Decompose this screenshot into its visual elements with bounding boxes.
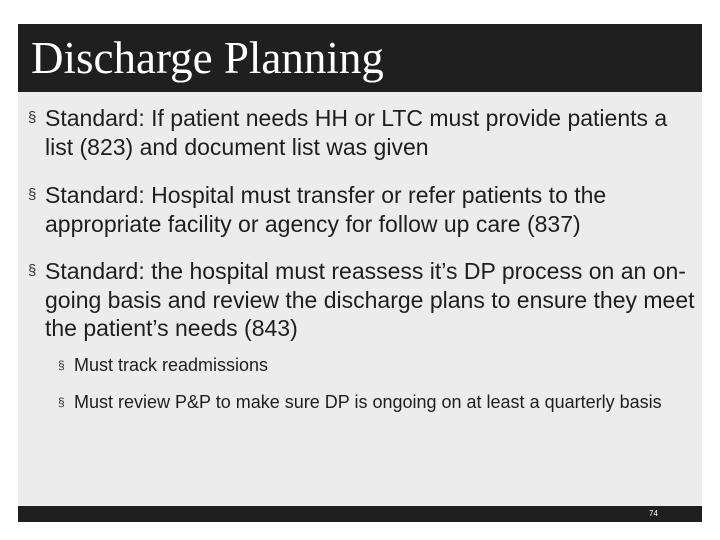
sub-bullet-item	[18, 390, 702, 415]
sub-bullet-item	[18, 353, 702, 378]
page-number: 74	[649, 509, 658, 518]
bullet-text: Standard: If patient needs HH or LTC must provide patients a list (823) and document list was given	[45, 105, 668, 160]
bullet-marker-icon: §	[28, 186, 37, 203]
bullet-item	[18, 257, 702, 343]
sub-bullet-text: Must review P&P to make sure DP is ongoing on at least a quarterly basis	[74, 391, 662, 412]
bullet-item	[18, 104, 702, 161]
bullet-marker-icon: §	[28, 262, 37, 279]
footer-bar	[18, 506, 702, 522]
sub-bullet-marker-icon: §	[58, 357, 65, 372]
bullet-item	[18, 181, 702, 238]
bullet-marker-icon: §	[28, 109, 37, 126]
title-bar	[18, 24, 702, 92]
sub-bullet-text: Must track readmissions	[74, 354, 269, 375]
slide-title: Discharge Planning	[31, 33, 384, 83]
slide-content	[18, 104, 702, 415]
bullet-text: Standard: Hospital must transfer or refer patients to the appropriate facility or agency for follow up care (837)	[45, 182, 607, 237]
bullet-text: Standard: the hospital must reassess it’s DP process on an on-going basis and review the discharge plans to ensure they meet the patient’s needs (843)	[45, 258, 695, 341]
slide	[18, 24, 702, 522]
sub-bullet-marker-icon: §	[58, 394, 65, 409]
